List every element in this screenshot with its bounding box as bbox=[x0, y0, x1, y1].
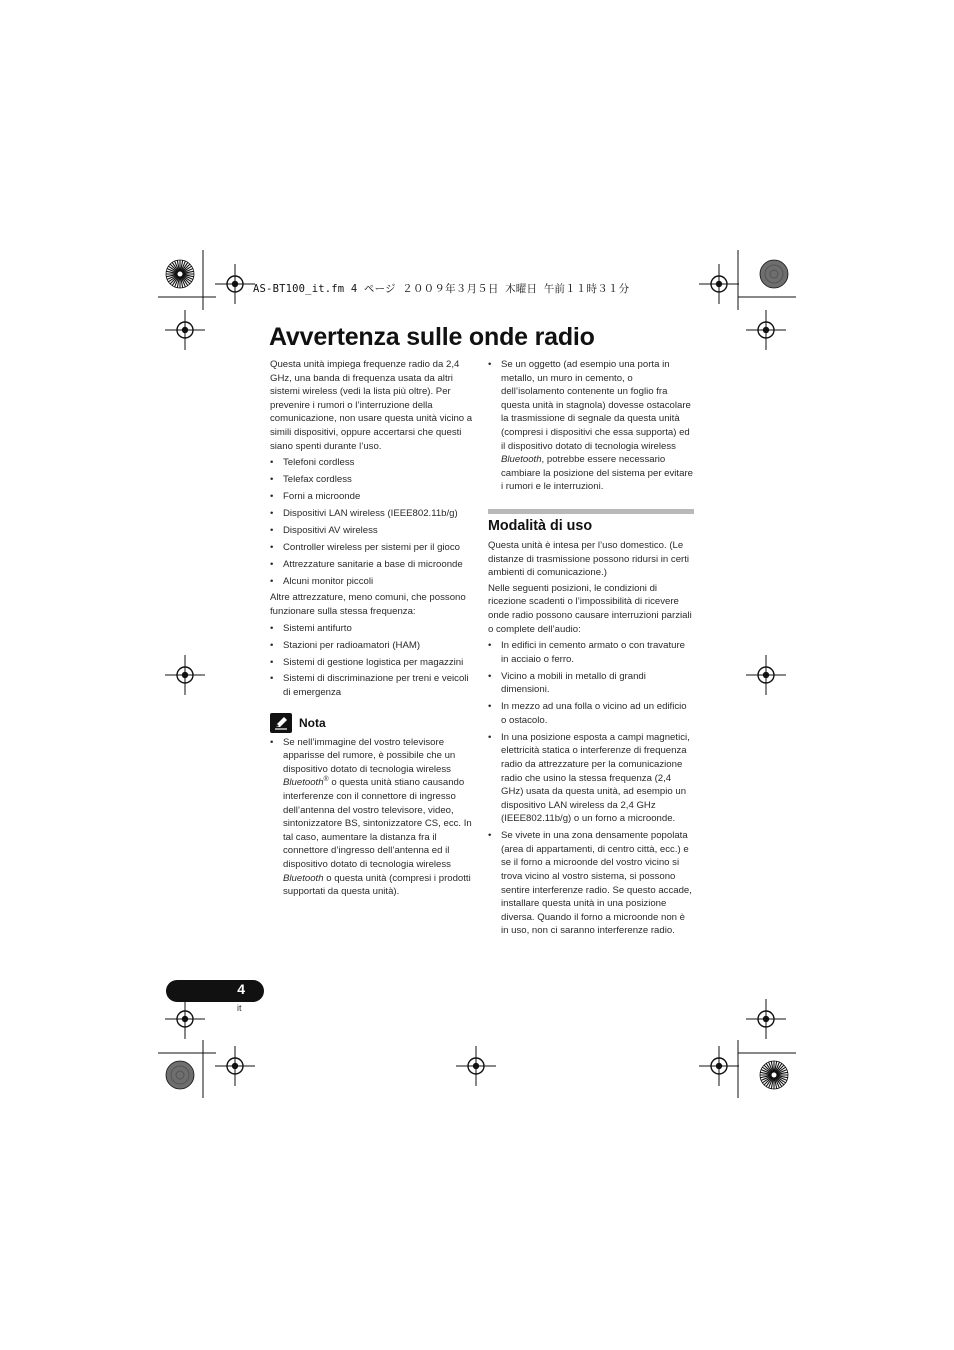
list-item: • Se vivete in una zona densamente popolata (area di appartamenti, di centro città, ecc.) e se il forno a microonde del vostro vicino si trova vicino al vostro sistema, si possono sentire interferenze radio. Se questo accade, installare questa unità in una posizione diversa. Quando il forno a microonde non è in uso, non ci saranno interferenze radio. bbox=[488, 829, 694, 938]
other-devices-list bbox=[270, 622, 476, 700]
print-file-header: AS-BT100_it.fm 4 ページ ２００９年３月５日 木曜日 午前１１時３１分 bbox=[253, 283, 630, 295]
bluetooth-term: Bluetooth bbox=[501, 454, 542, 466]
list-item: • In mezzo ad una folla o vicino ad un edificio o ostacolo. bbox=[488, 700, 694, 727]
locations-list bbox=[488, 639, 694, 938]
list-item: • Controller wireless per sistemi per il gioco bbox=[270, 541, 476, 555]
section-title: Modalità di uso bbox=[488, 517, 593, 534]
list-item: • Telefax cordless bbox=[270, 473, 476, 487]
page-title: Avvertenza sulle onde radio bbox=[269, 323, 595, 351]
list-item: • Telefoni cordless bbox=[270, 456, 476, 470]
intro-paragraph: Questa unità impiega frequenze radio da 2,4 GHz, una banda di frequenza usata da altri sistemi wireless (vedi la lista più oltre). Per prevenire i rumori o l’interruzione della comunicazione, non usare questa unità vicino a simili dispositivi, oppure accertarsi che questi siano spenti durante l’uso. bbox=[270, 359, 473, 452]
obstacle-list bbox=[488, 358, 694, 494]
pencil-icon bbox=[270, 713, 292, 733]
page-number: 4 bbox=[237, 981, 245, 997]
list-item: • Sistemi antifurto bbox=[270, 622, 476, 636]
obstacle-text: Se un oggetto (ad esempio una porta in metallo, un muro in cemento, o dell’isolamento contenente un foglio fra questa unità in stagnola) dovesse ostacolare la trasmissione di segnale da questa unità (compresi i dispositivi che essa supporta) ed il dispositivo dotato di tecnologia wireless bbox=[501, 359, 691, 452]
list-item: • Sistemi di gestione logistica per magazzini bbox=[270, 656, 476, 670]
list-item: • Sistemi di discriminazione per treni e veicoli di emergenza bbox=[270, 672, 476, 699]
list-item bbox=[488, 358, 694, 494]
note-text: o questa unità (compresi i prodotti supportati da questa unità). bbox=[283, 872, 471, 898]
language-code: it bbox=[237, 1003, 242, 1013]
list-item: • Attrezzature sanitarie a base di microonde bbox=[270, 558, 476, 572]
list-item: • In edifici in cemento armato o con travature in acciaio o ferro. bbox=[488, 639, 694, 666]
section-divider bbox=[488, 509, 694, 514]
interfering-devices-list bbox=[270, 456, 476, 588]
bluetooth-term: Bluetooth bbox=[283, 777, 324, 789]
usage-paragraph: Nelle seguenti posizioni, le condizioni di ricezione scadenti o l’impossibilità di ricevere onde radio possono causare interruzioni parziali o complete dell’audio: bbox=[488, 582, 692, 635]
list-item: • Dispositivi AV wireless bbox=[270, 524, 476, 538]
list-item: • Stazioni per radioamatori (HAM) bbox=[270, 639, 476, 653]
note-text: Se nell’immagine del vostro televisore apparisse del rumore, è possibile che un dispositivo dotato di tecnologia wireless bbox=[283, 736, 456, 775]
list-item: • Dispositivi LAN wireless (IEEE802.11b/g) bbox=[270, 507, 476, 521]
list-item: • In una posizione esposta a campi magnetici, elettricità statica o interferenze di frequenza radio da attrezzature per la comunicazione radio che usino la stessa frequenza (2,4 GHz) usata da questa unità, ad esempio un dispositivo LAN wireless da 2,4 GHz (IEEE802.11b/g) o un forno a microonde. bbox=[488, 731, 694, 826]
note-heading bbox=[270, 712, 476, 736]
note-label: Nota bbox=[299, 715, 326, 730]
list-item: • Forni a microonde bbox=[270, 490, 476, 504]
bluetooth-term: Bluetooth bbox=[283, 872, 324, 884]
left-column bbox=[270, 358, 476, 899]
list-item: • Vicino a mobili in metallo di grandi dimensioni. bbox=[488, 670, 694, 697]
note-list bbox=[270, 736, 476, 899]
obstacle-text: , potrebbe essere necessario cambiare la posizione del sistema per evitare i rumori e le interruzioni. bbox=[501, 454, 693, 493]
page-number-tab bbox=[166, 980, 264, 1002]
registered-mark: ® bbox=[323, 776, 329, 784]
note-text: o questa unità stiano causando interferenze con il connettore di ingresso dell’antenna del vostro televisore, video, sintonizzatore BS, sintonizzatore CS, ecc. In tal caso, aumentare la distanza fra il connettore d’ingresso dell’antenna ed il dispositivo dotato di tecnologia wireless bbox=[283, 777, 472, 870]
note-item bbox=[270, 736, 476, 899]
usage-paragraph: Questa unità è intesa per l’uso domestico. (Le distanze di trasmissione possono ridursi in certi ambienti di comunicazione.) bbox=[488, 539, 690, 579]
right-column bbox=[488, 358, 694, 938]
list-item: • Alcuni monitor piccoli bbox=[270, 575, 476, 589]
other-devices-intro: Altre attrezzature, meno comuni, che possono funzionare sulla stessa frequenza: bbox=[270, 592, 466, 617]
